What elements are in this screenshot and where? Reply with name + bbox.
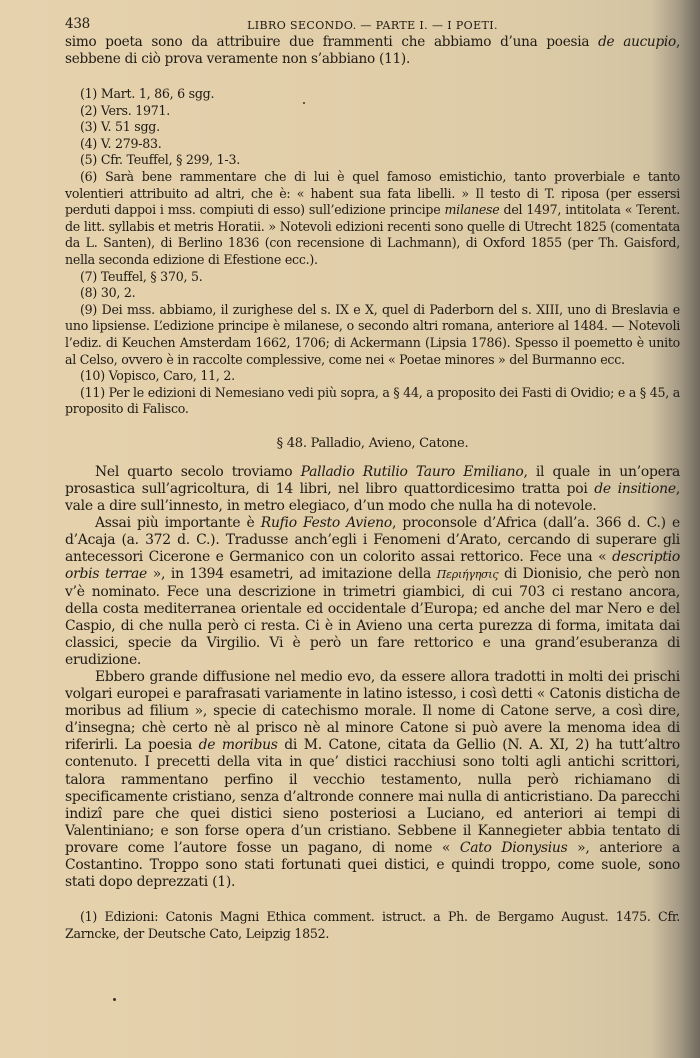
paragraph-palladio	[65, 464, 680, 515]
paragraph-avieno	[65, 515, 680, 669]
p3-text-b: di M. Catone, citata da Gellio (N. A. XI, 2) ha tutt’altro contenuto. I precetti della vita in que’ distici racchiusi sono tolti agli antichi scrittori, talora rammentano perfino il vecchio testamento, nulla però richiamano di specificamente cristiano, senza d’altronde connere mai nulla di anticristiano. Da parecchi indizî pare che quei distici sieno posteriosi a Luciano, ed anteriori ai tempi di Valentiniano; e son forse opera d’un cristiano. Sebbene il Kannegieter abbia tentato di provare come l’autore fosse un pagano, di nome «	[65, 737, 680, 856]
paragraph-catone	[65, 669, 680, 891]
p1-text-b: , il quale in un’opera prosastica sull’agricoltura, di 14 libri, nel libro quattordicesimo tratta poi	[65, 463, 681, 497]
p2-text-d: di Dionisio, che però non v’è nominato. Fece una descrizione in trimetri giambici, di cui 703 ci restano ancora, della costa mediterranea orientale ed occidentale d’Europa; ed anche del mar Nero e del Caspio, di che nulla però ci resta. Ci è in Avieno una certa purezza di forma, imitata dai classici, specie da Virgilio. Vi è però un fare rettorico e una grand’esuberanza di erudizione.	[65, 566, 680, 668]
footnote-5: (5) Cfr. Teuffel, § 299, 1-3.	[80, 152, 240, 168]
footnote-9: (9) Dei mss. abbiamo, il zurighese del s. IX e X, quel di Paderborn del s. XIII, uno di Breslavia e uno lipsiense. L’edizione principe è milanese, o secondo altri romana, anteriore al 1484. — Notevoli l’ediz. di Keuchen Amsterdam 1662, 1706; di Ackermann (Lipsia 1786). Spesso il poemetto è unito al Celso, ovvero è in raccolte complessive, come nei « Poetae minores » del Burmanno ecc.	[65, 301, 680, 367]
p2-text-a: Assai più importante è	[95, 515, 261, 532]
p2-text-b: , proconsole d’Africa (dall’a. 366 d. C.) e d’Acaja (a. 372 d. C.). Tradusse anch’egli i Fenomeni d’Arato, cercando di superare gli antecessori Cicerone e Germanico con un colorito assai rettorico. Fece una «	[65, 515, 680, 566]
p1-italic-name: Palladio Rutilio Tauro Emiliano	[300, 463, 524, 480]
footnote-8: (8) 30, 2.	[80, 285, 136, 301]
running-title: LIBRO SECONDO. — PARTE I. — I POETI.	[247, 19, 498, 32]
intro-text-b: , sebbene di ciò prova veramente non s’abbiano (11).	[65, 34, 681, 67]
ink-speck	[113, 998, 116, 1001]
footnote-bottom-1: (1) Edizioni: Catonis Magni Ethica comment. istruct. a Ph. de Bergamo August. 1475. Cfr. Zarncke, der Deutsche Cato, Leipzig 1852.	[65, 909, 680, 941]
intro-paragraph	[65, 34, 680, 68]
footnote-1: (1) Mart. 1, 86, 6 sgg.	[80, 86, 215, 101]
p2-italic-name: Rufio Festo Avieno	[260, 515, 392, 532]
footnote-3: (3) V. 51 sgg.	[80, 119, 160, 135]
intro-text-a: simo poeta sono da attribuire due frammenti che abbiamo d’una poesia	[65, 34, 599, 50]
book-page	[65, 16, 680, 942]
footnotes-bottom	[65, 909, 680, 942]
page-number: 438	[65, 16, 91, 32]
section-body	[65, 464, 680, 891]
footnote-4: (4) V. 279-83.	[80, 135, 162, 151]
p1-italic-title: de insitione	[594, 480, 676, 497]
p2-text-c: », in 1394 esametri, ad imitazione della	[147, 566, 437, 583]
p1-text-c: , vale a dire sull’innesto, in metro elegiaco, d’un modo che nulla ha di notevole.	[65, 480, 680, 515]
p3-text-c: », anteriore a Costantino. Troppo sono stati fortunati quei distici, e quindi troppo, come suole, sono stati dopo deprezzati (1).	[65, 839, 681, 891]
p3-text-a: Ebbero grande diffusione nel medio evo, da essere allora tradotti in molti dei prischi volgari europei e parafrasati variamente in latino istesso, i così detti « Catonis disticha de moribus ad filium », specie di catechismo morale. Il nome di Catone serve, a così dire, d’insegna; chè certo nè al prisco nè al minore Catone si può avere la menoma idea di riferirli. La poesia	[65, 669, 680, 754]
intro-italic: de aucupio	[598, 34, 676, 50]
p3-italic-title: de moribus	[198, 737, 278, 754]
ink-speck	[303, 102, 305, 104]
running-header	[65, 16, 680, 33]
footnote-7: (7) Teuffel, § 370, 5.	[80, 268, 203, 284]
footnote-6-text-b: del 1497, intitolata « Terent. de litt. syllabis et metris Horatii. » Notevoli edizioni recenti sono quelle di Utrecht 1825 (comentata da L. Santen), di Berlino 1836 (con recensione di Lachmann), di Oxford 1855 (per Th. Gaisford, nella seconda edizione di Efestione ecc.).	[65, 202, 680, 267]
section-heading: § 48. Palladio, Avieno, Catone.	[276, 435, 469, 451]
p3-italic-name: Cato Dionysius	[459, 839, 568, 856]
p2-greek-word: Περιήγησις	[436, 568, 499, 582]
footnote-6	[65, 169, 680, 269]
p1-text-a: Nel quarto secolo troviamo	[95, 463, 301, 480]
p2-italic-title: descriptio orbis terrae	[65, 549, 680, 583]
footnote-10: (10) Vopisco, Caro, 11, 2.	[80, 368, 235, 384]
footnote-11: (11) Per le edizioni di Nemesiano vedi più sopra, a § 44, a proposito dei Fasti di Ovidio; e a § 45, a proposito di Falisco.	[65, 384, 680, 417]
footnote-2: (2) Vers. 1971.	[80, 102, 171, 118]
footnote-6-text-a: (6) Sarà bene rammentare che di lui è quel famoso emistichio, tanto proverbiale e tanto volentieri attribuito ad altri, che è: « habent sua fata libelli. » Il testo di T. riposa (per essersi perduti dappoi i mss. compiuti di esso) sull’edizione principe	[65, 168, 680, 218]
footnote-6-italic: milanese	[444, 202, 500, 218]
footnotes-top	[65, 86, 680, 418]
